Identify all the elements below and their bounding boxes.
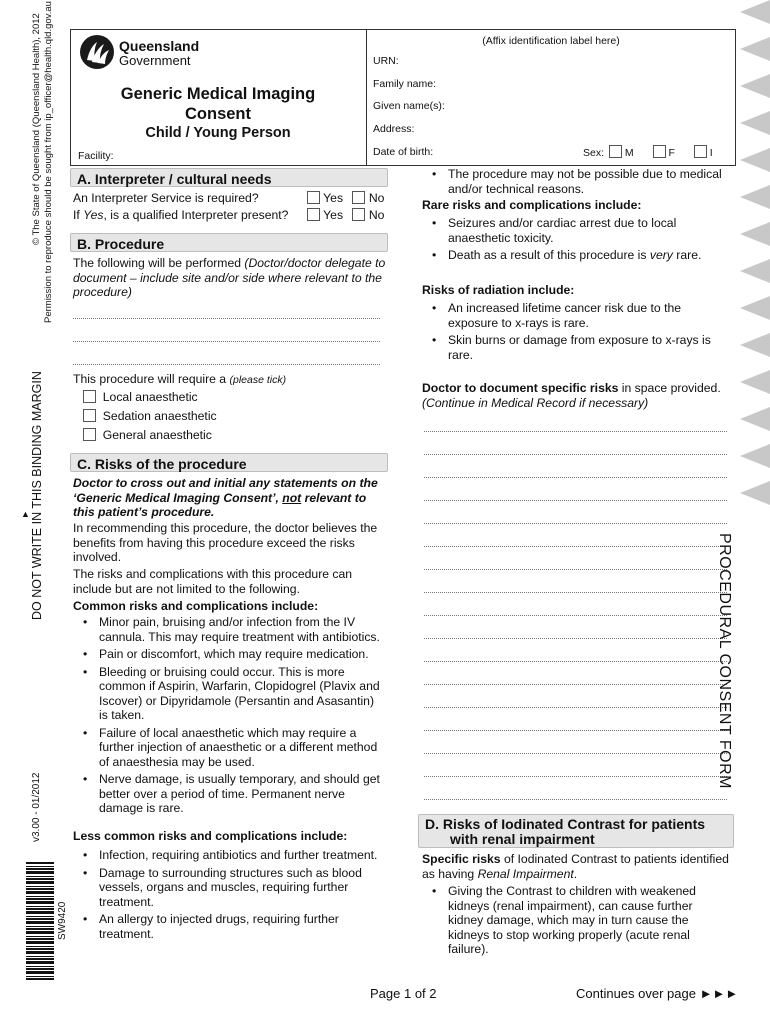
specific-risk-line[interactable]	[424, 799, 727, 800]
recommend-paragraph: In recommending this procedure, the doctor believes the benefits from having this procedure exceed the risks involved.	[73, 521, 378, 564]
specific-risk-line[interactable]	[424, 500, 727, 501]
interpreter-yes-checkbox[interactable]	[307, 191, 320, 204]
family-name-field[interactable]: Family name:	[373, 78, 437, 90]
specific-risk-line[interactable]	[424, 431, 727, 432]
contrast-intro: Specific risks of Iodinated Contrast to patients identified as having Renal Impairment.	[422, 852, 729, 881]
anaesthetic-checkbox[interactable]	[83, 428, 96, 441]
list-item: • Nerve damage, is usually temporary, and should get better over a period of time. Permanent nerve damage is rare.	[73, 772, 386, 816]
list-item: • Minor pain, bruising and/or infection from the IV cannula. This may require treatment with antibiotics.	[73, 615, 386, 644]
list-item: • Death as a result of this procedure is very rare.	[422, 248, 722, 263]
form-code: SW9420	[57, 901, 68, 940]
risks-paragraph: The risks and complications with this procedure can include but are not limited to the following.	[73, 567, 353, 596]
org-name: Queensland	[119, 38, 200, 54]
address-field[interactable]: Address:	[373, 123, 415, 135]
contrast-risks-list	[422, 884, 722, 957]
binding-margin-text: DO NOT WRITE IN THIS BINDING MARGIN	[30, 371, 44, 620]
facility-label: Facility:	[78, 150, 114, 162]
rare-risks-list	[422, 216, 722, 263]
barcode	[26, 862, 54, 980]
list-item: • Damage to surrounding structures such as blood vessels, organs and muscles, requiring further treatment.	[73, 866, 386, 910]
procedure-line[interactable]	[73, 364, 380, 365]
less-common-list	[73, 848, 386, 941]
rare-risks-heading: Rare risks and complications include:	[422, 198, 642, 212]
list-item: • Bleeding or bruising could occur. This is more common if Aspirin, Warfarin, Clopidogrel (Plavix and Iscover) or Dipyridamole (Persantin and Asasantin) is taken.	[73, 665, 386, 723]
form-subtitle: Child / Young Person	[145, 125, 291, 141]
anaesthetic-option[interactable]: General anaesthetic	[83, 428, 212, 443]
procedure-intro: The following will be performed (Doctor/doctor delegate to document – include site and/or side where relevant to the procedure)	[73, 256, 386, 299]
specific-risk-line[interactable]	[424, 684, 727, 685]
present-no-checkbox[interactable]	[352, 208, 365, 221]
interpreter-yes-no: Yes No	[307, 191, 384, 206]
present-yes-no: Yes No	[307, 208, 384, 223]
list-item: • Skin burns or damage from exposure to x-rays is rare.	[422, 333, 728, 362]
anaesthetic-option[interactable]: Local anaesthetic	[83, 390, 198, 405]
affix-label: (Affix identification label here)	[482, 35, 620, 47]
section-a-heading: A. Interpreter / cultural needs	[70, 168, 388, 187]
specific-risk-line[interactable]	[424, 615, 727, 616]
doctor-specific-risks: Doctor to document specific risks in space provided. (Continue in Medical Record if necessary)	[422, 381, 721, 410]
specific-risk-line[interactable]	[424, 753, 727, 754]
radiation-risks-list	[422, 301, 728, 362]
interpreter-question: An Interpreter Service is required?	[73, 191, 259, 205]
section-b-heading: B. Procedure	[70, 233, 388, 252]
list-item: • Seizures and/or cardiac arrest due to local anaesthetic toxicity.	[422, 216, 722, 245]
specific-risk-line[interactable]	[424, 546, 727, 547]
side-title: PROCEDURAL CONSENT FORM	[716, 533, 733, 789]
list-item: • Infection, requiring antibiotics and further treatment.	[73, 848, 386, 863]
procedure-line[interactable]	[73, 341, 380, 342]
present-yes-checkbox[interactable]	[307, 208, 320, 221]
sex-m-checkbox[interactable]	[609, 145, 622, 158]
page-number: Page 1 of 2	[370, 986, 437, 1001]
list-item: • An increased lifetime cancer risk due to the exposure to x-rays is rare.	[422, 301, 728, 330]
procedure-line[interactable]	[73, 318, 380, 319]
dob-field[interactable]: Date of birth:	[373, 146, 434, 158]
org-name-sub: Government	[119, 53, 191, 68]
permission-text: Permission to reproduce should be sought from ip_officer@health.qld.gov.au	[43, 1, 54, 323]
sex-i-checkbox[interactable]	[694, 145, 707, 158]
specific-risk-line[interactable]	[424, 730, 727, 731]
section-d-heading: D. Risks of Iodinated Contrast for patients with renal impairment	[418, 814, 734, 848]
form-title: Generic Medical Imaging Consent	[120, 85, 316, 123]
binding-arrow-icon: ▲	[21, 509, 30, 519]
given-names-field[interactable]: Given name(s):	[373, 100, 445, 112]
less-common-heading: Less common risks and complications include:	[73, 829, 348, 843]
radiation-risks-heading: Risks of radiation include:	[422, 283, 575, 297]
continues-over-page: Continues over page ►►►	[576, 986, 739, 1001]
doctor-instruction: Doctor to cross out and initial any statements on the ‘Generic Medical Imaging Consent’, not relevant to this patient’s procedure.	[73, 476, 378, 519]
specific-risk-line[interactable]	[424, 477, 727, 478]
anaesthetic-option[interactable]: Sedation anaesthetic	[83, 409, 217, 424]
specific-risk-line[interactable]	[424, 454, 727, 455]
list-item: • The procedure may not be possible due to medical and/or technical reasons.	[422, 167, 722, 196]
list-item: • Giving the Contrast to children with weakened kidneys (renal impairment), can cause further kidney damage, which may in turn cause the kidneys to stop working properly (acute renal failure).	[422, 884, 722, 957]
anaesthetic-checkbox[interactable]	[83, 390, 96, 403]
specific-risk-line[interactable]	[424, 776, 727, 777]
sex-i-label: I	[709, 147, 713, 159]
specific-risk-line[interactable]	[424, 638, 727, 639]
specific-risk-line[interactable]	[424, 707, 727, 708]
common-risks-list	[73, 615, 386, 816]
specific-risk-line[interactable]	[424, 523, 727, 524]
specific-risk-line[interactable]	[424, 592, 727, 593]
interpreter-no-checkbox[interactable]	[352, 191, 365, 204]
sex-f-checkbox[interactable]	[653, 145, 666, 158]
copyright-text: © The State of Queensland (Queensland Health), 2012	[31, 13, 42, 245]
anaesthetic-checkbox[interactable]	[83, 409, 96, 422]
specific-risk-line[interactable]	[424, 661, 727, 662]
sex-m-label: M	[624, 147, 634, 159]
sex-f-label: F	[668, 147, 675, 159]
specific-risk-line[interactable]	[424, 569, 727, 570]
list-item: • Failure of local anaesthetic which may require a further injection of anaesthetic or a different method of anaesthesia may be used.	[73, 726, 386, 770]
sex-field: Sex: M F I	[583, 147, 713, 159]
list-item: • An allergy to injected drugs, requiring further treatment.	[73, 912, 386, 941]
continued-list	[422, 167, 722, 196]
require-label: This procedure will require a (please tick)	[73, 372, 287, 386]
section-c-heading: C. Risks of the procedure	[70, 453, 388, 472]
common-risks-heading: Common risks and complications include:	[73, 599, 319, 613]
list-item: • Pain or discomfort, which may require medication.	[73, 647, 386, 662]
interpreter-present-question: If Yes, is a qualified Interpreter present?	[73, 208, 289, 222]
header-divider	[366, 29, 367, 166]
version-text: v3.00 - 01/2012	[31, 772, 42, 842]
queensland-crest-logo	[78, 33, 116, 71]
urn-field[interactable]: URN:	[373, 55, 399, 67]
